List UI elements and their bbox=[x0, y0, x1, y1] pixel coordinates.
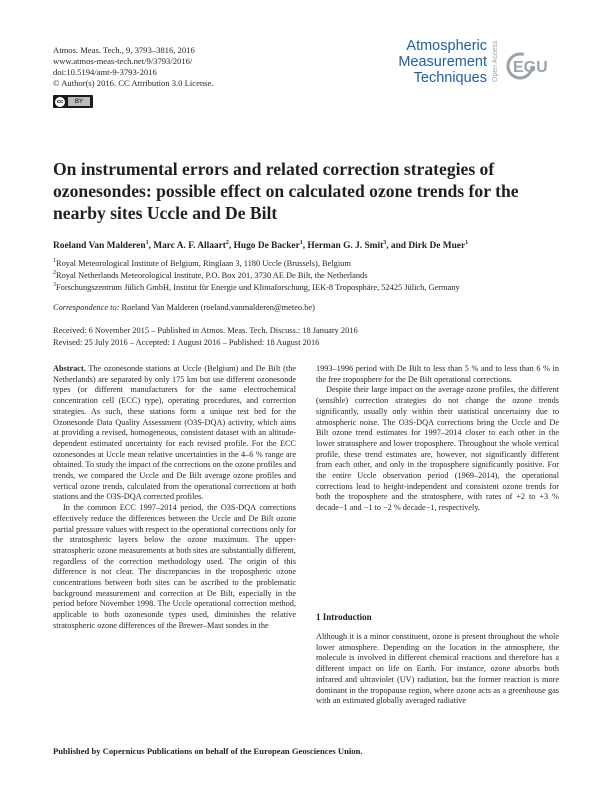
egu-logo-icon bbox=[506, 46, 550, 86]
egu-text: EGU bbox=[513, 59, 548, 76]
journal-name-line1: Atmospheric bbox=[406, 38, 487, 54]
article-url[interactable]: www.atmos-meas-tech.net/9/3793/2016/ bbox=[53, 56, 193, 66]
abstract-paragraph: 1993–1996 period with De Bilt to less than 5 % and to less than 6 % in the free troposphere for the De Bilt operational corrections. bbox=[316, 364, 559, 384]
abstract-column-right bbox=[316, 364, 559, 514]
open-access-label bbox=[488, 40, 500, 84]
correspondence bbox=[53, 303, 315, 312]
affiliation: $^1$Royal Meteorological Institute of Belgium, Ringlaan 3, 1180 Uccle (Brussels), Belgium bbox=[53, 258, 351, 268]
correspondence-label: Correspondence to: bbox=[53, 303, 120, 312]
correspondence-text[interactable]: Roeland Van Malderen (roeland.vanmalderen@meteo.be) bbox=[121, 303, 315, 312]
paper-title: On instrumental errors and related correction strategies of ozonesondes: possible effect on calculated ozone trends for the nearby sites Uccle and De Bilt bbox=[53, 159, 519, 223]
abstract-paragraph: Abstract. The ozonesonde stations at Uccle (Belgium) and De Bilt (the Netherlands) are separated by only 175 km but use different ozonesonde types (or different manufacturers for the same electrochemical concentration cell (ECC) type), operating procedures, and correction strategies. As such, these stations form a unique test bed for the Ozonesonde Data Quality Assessment (O3S-DQA) activity, which aims at providing a revised, homogeneous, consistent dataset with an altitude-dependent estimated uncertainty for each revised profile. For the ECC ozonesondes at Uccle mean relative uncertainties in the 4–6 % range are obtained. To study the impact of the corrections on the ozone profiles and trends, we compared the Uccle and De Bilt average ozone profiles and vertical ozone trends, calculated from the operational corrections at both stations and the O3S-DQA corrected profiles. bbox=[53, 364, 296, 502]
cc-icon: cc bbox=[56, 98, 64, 105]
abstract-label: Abstract. bbox=[53, 364, 86, 373]
introduction-paragraph: Although it is a minor constituent, ozone is present throughout the whole lower atmosphere. Depending on the location in the atmosphere, the molecule is involved in different chemical reactions and therefore has a different impact on life on Earth. For instance, ozone absorbs both infrared and ultraviolet (UV) radiation, but the former reaction is more dominant in the tropopause region, where ozone acts as a greenhouse gas with an estimated globally averaged radiative bbox=[316, 632, 559, 706]
author-name: Hugo De Backer bbox=[233, 241, 300, 252]
journal-name-line3: Techniques bbox=[413, 70, 487, 86]
author-name: Roeland Van Malderen bbox=[53, 241, 146, 252]
author-name: Dirk De Muer bbox=[408, 241, 466, 252]
abstract-paragraph: Despite their large impact on the average ozone profiles, the different (sensible) correction strategies do not change the ozone trends significantly, usually only within their statistical uncertainty due to atmospheric noise. The O3S-DQA corrections bring the Uccle and De Bilt ozone trend estimates for 1997–2014 closer to each other in the lower stratosphere and lower troposphere. Throughout the whole vertical profile, these trend estimates are, however, not significantly different from each other, and only in the troposphere significantly positive. For the entire Uccle observation period (1969–2014), the operational corrections lead to height-independent and consistent ozone trends for both the troposphere and the stratosphere, with rates of +2 to +3 % decade−1 and −1 to −2 % decade−1, respectively. bbox=[316, 385, 559, 513]
section-heading-introduction: 1 Introduction bbox=[316, 612, 372, 622]
author-list: Roeland Van Malderen$^1$, Marc A. F. Allaart$^2$, Hugo De Backer$^1$, Herman G. J. Smit$^3$, and Dirk De Muer$^1$ bbox=[53, 240, 469, 252]
citation: Atmos. Meas. Tech., 9, 3793–3816, 2016 bbox=[53, 45, 195, 55]
cc-by-icon: BY bbox=[68, 97, 90, 106]
author-name: Herman G. J. Smit bbox=[307, 241, 384, 252]
journal-name bbox=[398, 38, 487, 86]
license-text: © Author(s) 2016. CC Attribution 3.0 License. bbox=[53, 78, 214, 88]
introduction-text bbox=[316, 632, 559, 707]
publisher-footer: Published by Copernicus Publications on behalf of the European Geosciences Union. bbox=[53, 746, 363, 756]
abstract-column bbox=[53, 364, 296, 632]
revised-date-line: Revised: 25 July 2016 – Accepted: 1 August 2016 – Published: 18 August 2016 bbox=[53, 338, 320, 347]
doi[interactable]: doi:10.5194/amt-9-3793-2016 bbox=[53, 67, 157, 77]
affiliation: $^2$Royal Netherlands Meteorological Institute, P.O. Box 201, 3730 AE De Bilt, the Netherlands bbox=[53, 270, 368, 280]
journal-name-line2: Measurement bbox=[398, 54, 487, 70]
open-access-text: Open Access bbox=[492, 40, 499, 82]
cc-license-badge[interactable] bbox=[53, 95, 93, 108]
abstract-paragraph: In the common ECC 1997–2014 period, the O3S-DQA corrections effectively reduce the differences between the Uccle and De Bilt ozone partial pressure values with respect to the operational corrections only for the stratospheric layers below the ozone maximum. The upper-stratospheric ozone measurements at both sites are substantially different, regardless of the correction methodology used. The origin of this difference is not clear. The discrepancies in the tropospheric ozone concentrations between both sites can be ascribed to the problematic background measurement and correction at De Bilt, especially in the period before November 1998. The Uccle operational correction method, applicable to both ozonesonde types used, diminishes the relative stratospheric ozone differences of the Brewer–Mast sondes in the bbox=[53, 503, 296, 630]
author-name: Marc A. F. Allaart bbox=[153, 241, 226, 252]
affiliation: $^3$Forschungszentrum Jülich GmbH, Institut für Energie und Klimaforschung, IEK-8 Troposphäre, 52425 Jülich, Germany bbox=[53, 282, 460, 292]
received-date-line: Received: 6 November 2015 – Published in Atmos. Meas. Tech. Discuss.: 18 January 2016 bbox=[53, 326, 358, 335]
